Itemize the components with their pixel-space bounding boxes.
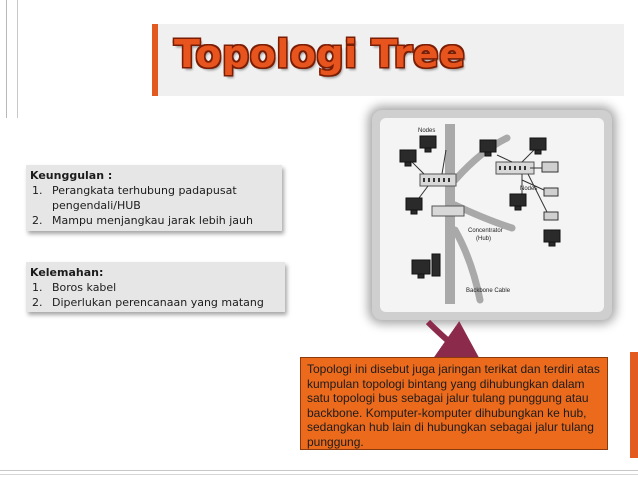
advantages-list bbox=[30, 183, 278, 228]
decorative-line bbox=[0, 470, 638, 471]
list-number: 1. bbox=[32, 184, 43, 197]
list-item-text: Boros kabel bbox=[52, 281, 117, 294]
accent-tab bbox=[630, 352, 638, 458]
disadvantages-heading: Kelemahan: bbox=[30, 266, 104, 279]
disadvantages-box bbox=[26, 262, 285, 312]
title-accent-bar bbox=[152, 24, 158, 96]
description-text: Topologi ini disebut juga jaringan terikat dan terdiri atas kumpulan topologi bintang yang dihubungkan dalam satu topologi bus sebagai jalur tulang punggung atau backbone. Komputer-komputer dihubungkan ke hub, sedangkan hub lain di hubungkan sebagai jalur tulang punggung. bbox=[307, 362, 600, 449]
list-item bbox=[30, 183, 278, 213]
decorative-line bbox=[6, 0, 7, 118]
list-item bbox=[30, 280, 281, 295]
list-number: 2. bbox=[32, 214, 43, 227]
list-item-text: Mampu menjangkau jarak lebih jauh bbox=[52, 214, 253, 227]
list-item-text: Perangkata terhubung padapusat pengendali/HUB bbox=[52, 184, 237, 212]
decorative-line bbox=[0, 474, 638, 475]
description-box bbox=[300, 357, 608, 450]
disadvantages-list bbox=[30, 280, 281, 310]
list-number: 2. bbox=[32, 296, 43, 309]
diagram-label-concentrator: Concentrator bbox=[468, 228, 503, 234]
list-item bbox=[30, 295, 281, 310]
list-item bbox=[30, 213, 278, 228]
advantages-heading: Keunggulan : bbox=[30, 169, 113, 182]
list-item-text: Diperlukan perencanaan yang matang bbox=[52, 296, 264, 309]
diagram-label-hub: (Hub) bbox=[476, 236, 492, 242]
diagram-label-nodes-top: Nodes bbox=[418, 128, 436, 134]
decorative-line bbox=[17, 0, 18, 118]
diagram-label-backbone: Backbone Cable bbox=[466, 288, 511, 294]
diagram-label-nodes-right: Nodes bbox=[520, 186, 538, 192]
page-title: Topologi Tree bbox=[174, 32, 466, 76]
tree-topology-illustration bbox=[372, 110, 612, 320]
tree-topology-diagram bbox=[372, 110, 612, 320]
advantages-box bbox=[26, 165, 282, 231]
list-number: 1. bbox=[32, 281, 43, 294]
